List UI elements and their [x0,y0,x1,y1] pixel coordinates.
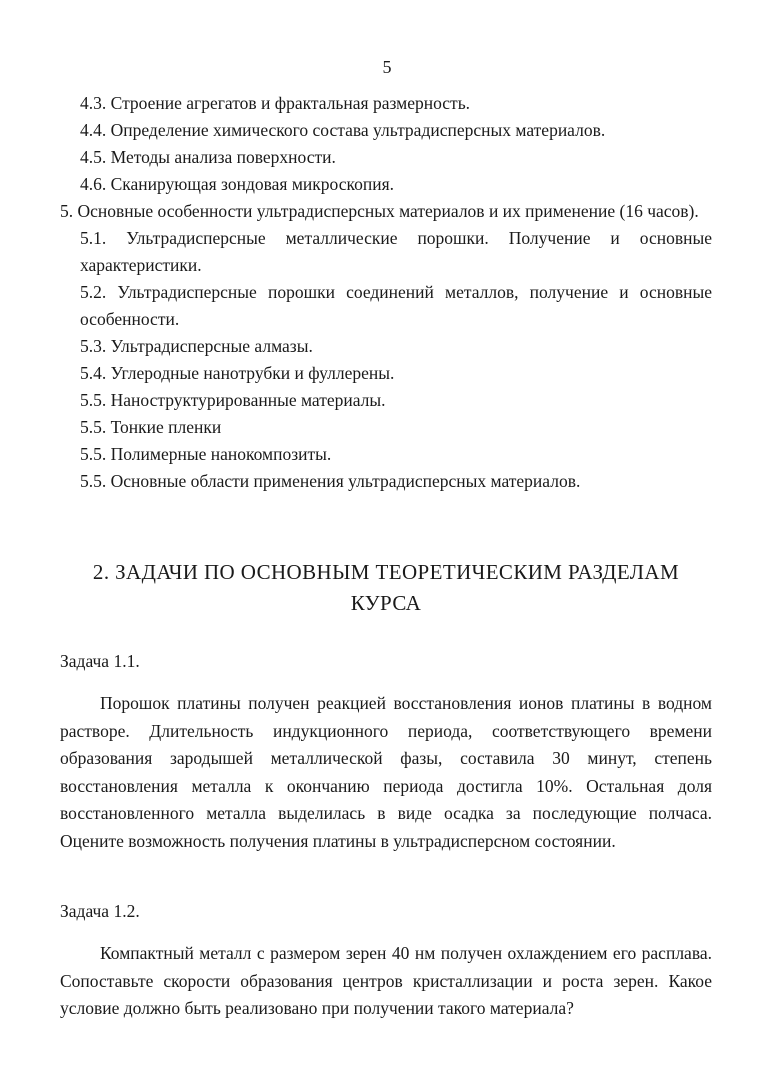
toc-item-5-1: 5.1. Ультрадисперсные металлические порошки. Получение и основные характеристики. [80,228,712,275]
task-title: Задача 1.1. [60,651,140,671]
task-text: Порошок платины получен реакцией восстановления ионов платины в водном растворе. Длительность индукционного периода, соответствующего времени образования зародышей металлической фазы, составила 30 минут, степень восстановления металла к окончанию периода достигла 10%. Остальная доля восстановленного металла выделилась в виде осадка за последующие полчаса. Оцените возможность получения платины в ультрадисперсном состоянии. [60,693,712,851]
toc-item-5-3: 5.3. Ультрадисперсные алмазы. [80,336,313,356]
toc-item-5-5b: 5.5. Тонкие пленки [80,417,222,437]
table-of-contents [60,90,712,495]
toc-item-5-5a: 5.5. Наноструктурированные материалы. [80,390,386,410]
toc-item-4-3: 4.3. Строение агрегатов и фрактальная размерность. [80,93,471,113]
toc-item-4-6: 4.6. Сканирующая зондовая микроскопия. [80,174,395,194]
toc-item-4-4: 4.4. Определение химического состава ультрадисперсных материалов. [80,120,606,140]
toc-item-5-5c: 5.5. Полимерные нанокомпозиты. [80,444,332,464]
toc-item-5-5d: 5.5. Основные области применения ультрадисперсных материалов. [80,471,581,491]
toc-item-5: 5. Основные особенности ультрадисперсных материалов и их применение (16 часов). [60,201,699,221]
toc-item-4-5: 4.5. Методы анализа поверхности. [80,147,336,167]
toc-item-5-2: 5.2. Ультрадисперсные порошки соединений металлов, получение и основные особенности. [80,282,712,329]
toc-item-5-4: 5.4. Углеродные нанотрубки и фуллерены. [80,363,395,383]
section-heading: 2. ЗАДАЧИ ПО ОСНОВНЫМ ТЕОРЕТИЧЕСКИМ РАЗДЕЛАМ КУРСА [92,560,680,615]
page-number: 5 [382,57,392,77]
task-block [60,648,712,855]
task-title: Задача 1.2. [60,901,140,921]
task-text: Компактный металл с размером зерен 40 нм получен охлаждением его расплава. Сопоставьте скорости образования центров кристаллизации и роста зерен. Какое условие должно быть реализовано при получении такого материала? [60,943,712,1018]
task-block [60,898,712,1023]
